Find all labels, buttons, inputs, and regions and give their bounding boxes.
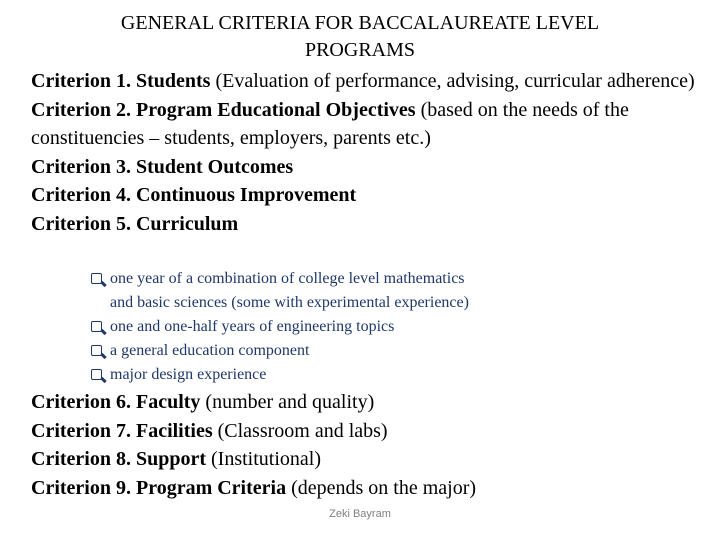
- curriculum-item-3: [90, 339, 590, 363]
- criterion-9-detail: (depends on the major): [286, 476, 477, 499]
- criterion-1-detail: (Evaluation of performance, advising, curricular adherence): [210, 70, 695, 92]
- criterion-6-detail: (number and quality): [200, 391, 375, 413]
- curriculum-item-3-text: a general education component: [110, 342, 310, 359]
- curriculum-item-2: [90, 315, 590, 339]
- criterion-9-heading: Criterion 9. Program Criteria: [31, 476, 287, 499]
- criterion-2: [31, 96, 641, 153]
- curriculum-item-1-line-2: and basic sciences (some with experimental experience): [110, 294, 469, 311]
- curriculum-item-1-line-1: one year of a combination of college level mathematics: [110, 270, 465, 287]
- criterion-6-heading: Criterion 6. Faculty: [31, 391, 201, 413]
- title-line-1: GENERAL CRITERIA FOR BACCALAUREATE LEVEL: [120, 12, 600, 34]
- criterion-4-heading: Criterion 4. Continuous Improvement: [31, 184, 357, 206]
- criterion-4: [31, 181, 717, 210]
- criterion-7: [31, 417, 717, 446]
- checkbox-bullet-icon: [91, 345, 102, 356]
- checkbox-bullet-icon: [91, 369, 102, 380]
- criterion-5: [31, 210, 717, 239]
- criterion-7-detail: (Classroom and labs): [212, 419, 388, 442]
- criteria-list-top: [31, 67, 717, 238]
- criterion-2-heading: Criterion 2. Program Educational Objectives: [31, 98, 416, 121]
- criterion-6: [31, 388, 717, 417]
- criterion-9: [31, 474, 717, 503]
- criterion-8-heading: Criterion 8. Support: [31, 448, 206, 470]
- checkbox-bullet-icon: [91, 321, 102, 332]
- criterion-3-heading: Criterion 3. Student Outcomes: [31, 155, 294, 178]
- criteria-list-bottom: [31, 388, 717, 502]
- curriculum-item-2-text: one and one-half years of engineering topics: [110, 318, 395, 335]
- criterion-5-heading: Criterion 5. Curriculum: [31, 212, 239, 235]
- footer-author: Zeki Bayram: [329, 508, 391, 520]
- checkbox-bullet-icon: [91, 273, 102, 284]
- slide-title: [0, 10, 720, 64]
- criterion-7-heading: Criterion 7. Facilities: [31, 419, 213, 442]
- curriculum-item-4-text: major design experience: [110, 366, 267, 383]
- title-line-2: PROGRAMS: [304, 39, 416, 61]
- criterion-1: [31, 67, 717, 96]
- criterion-8: [31, 445, 717, 474]
- criterion-8-detail: (Institutional): [206, 448, 321, 470]
- curriculum-item-1: [90, 267, 590, 315]
- criterion-1-heading: Criterion 1. Students: [31, 70, 211, 92]
- curriculum-sublist: [90, 267, 590, 387]
- criterion-2-detail: (based on the needs of the constituencies – students, employers, parents etc.): [31, 98, 629, 149]
- curriculum-item-4: [90, 363, 590, 387]
- criterion-3: [31, 153, 717, 182]
